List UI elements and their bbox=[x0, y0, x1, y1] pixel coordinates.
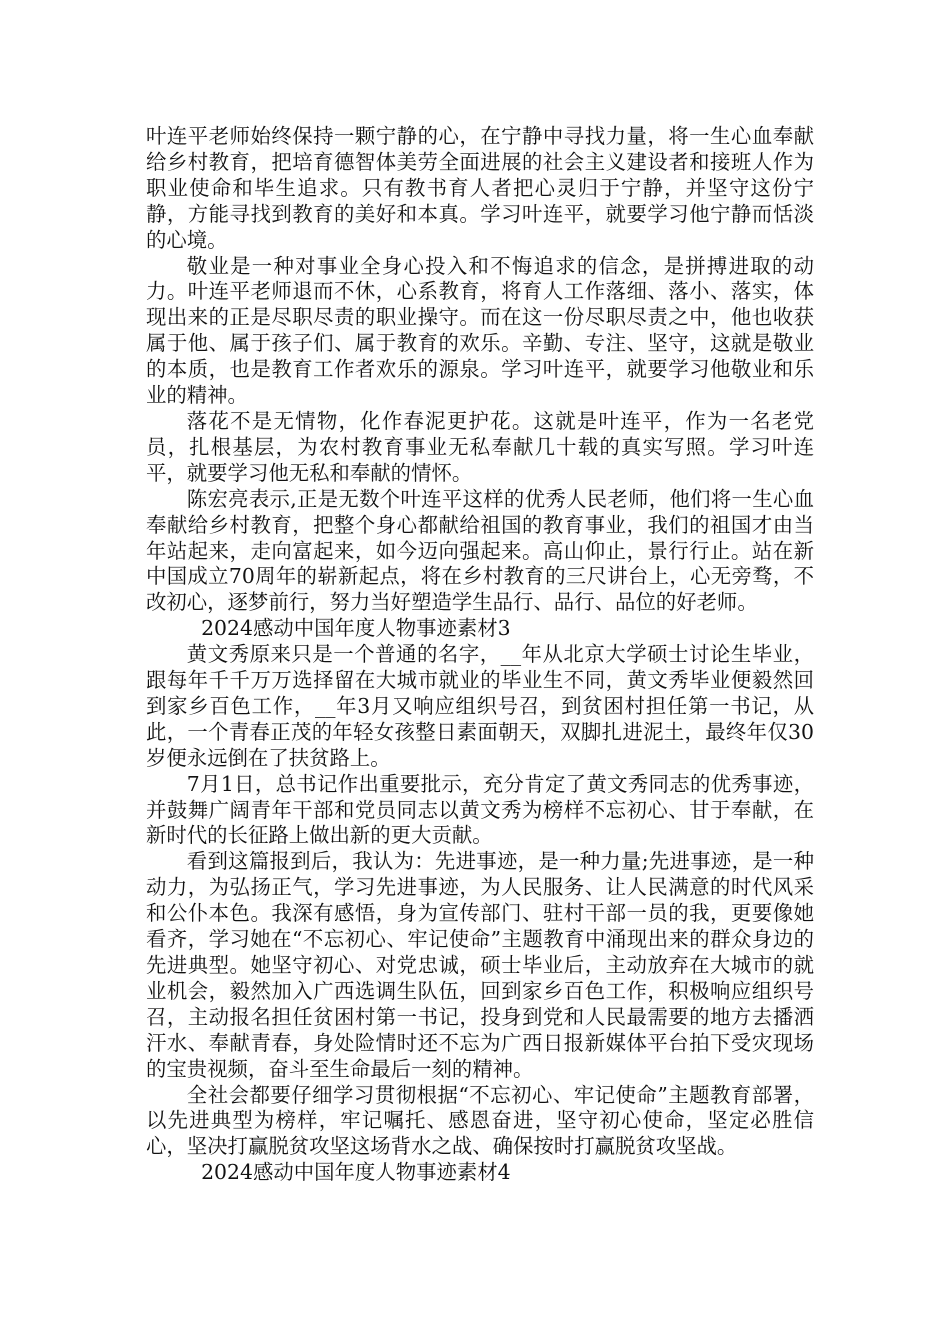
paragraph: 黄文秀原来只是一个普通的名字，__年从北京大学硕士讨论生毕业，跟每年千千万万选择留在大城市就业的毕业生不同，黄文秀毕业便毅然回到家乡百色工作，__年3月又响应组织号召，到贫困村担任第一书记，从此，一个青春正茂的年轻女孩整日素面朝天，双脚扎进泥土，最终年仅30岁便永远倒在了扶贫路上。 bbox=[146, 642, 814, 770]
paragraph: 落花不是无情物，化作春泥更护花。这就是叶连平，作为一名老党员，扎根基层，为农村教育事业无私奉献几十载的真实写照。学习叶连平，就要学习他无私和奉献的情怀。 bbox=[146, 408, 814, 485]
paragraph: 看到这篇报到后，我认为：先进事迹，是一种力量;先进事迹，是一种动力，为弘扬正气，学习先进事迹，为人民服务、让人民满意的时代风采和公仆本色。我深有感悟，身为宣传部门、驻村干部一员的我，更要像她看齐，学习她在“不忘初心、牢记使命”主题教育中涌现出来的群众身边的先进典型。她坚守初心、对党忠诚，硕士毕业后，主动放弃在大城市的就业机会，毅然加入广西选调生队伍，回到家乡百色工作，积极响应组织号召，主动报名担任贫困村第一书记，投身到党和人民最需要的地方去播洒汗水、奉献青春，身处险情时还不忘为广西日报新媒体平台拍下受灾现场的宝贵视频，奋斗至生命最后一刻的精神。 bbox=[146, 849, 814, 1081]
paragraph: 敬业是一种对事业全身心投入和不悔追求的信念，是拼搏进取的动力。叶连平老师退而不休，心系教育，将育人工作落细、落小、落实，体现出来的正是尽职尽责的职业操守。而在这一份尽职尽责之中，他也收获属于他、属于孩子们、属于教育的欢乐。辛勤、专注、坚守，这就是敬业的本质，也是教育工作者欢乐的源泉。学习叶连平，就要学习他敬业和乐业的精神。 bbox=[146, 253, 814, 408]
paragraph: 7月1日，总书记作出重要批示，充分肯定了黄文秀同志的优秀事迹，并鼓舞广阔青年干部和党员同志以黄文秀为榜样不忘初心、甘于奉献，在新时代的长征路上做出新的更大贡献。 bbox=[146, 771, 814, 848]
paragraph: 陈宏亮表示,正是无数个叶连平这样的优秀人民老师，他们将一生心血奉献给乡村教育，把整个身心都献给祖国的教育事业，我们的祖国才由当年站起来，走向富起来，如今迈向强起来。高山仰止，景行行止。站在新中国成立70周年的崭新起点，将在乡村教育的三尺讲台上，心无旁骛，不改初心，逐梦前行，努力当好塑造学生品行、品行、品位的好老师。 bbox=[146, 486, 814, 615]
section-heading: 2024感动中国年度人物事迹素材4 bbox=[201, 1160, 511, 1185]
document-page bbox=[146, 124, 814, 1186]
section-heading: 2024感动中国年度人物事迹素材3 bbox=[201, 616, 511, 641]
paragraph: 全社会都要仔细学习贯彻根据“不忘初心、牢记使命”主题教育部署，以先进典型为榜样，牢记嘱托、感恩奋进，坚守初心使命，坚定必胜信心，坚决打赢脱贫攻坚这场背水之战、确保按时打赢脱贫攻坚战。 bbox=[146, 1082, 814, 1159]
paragraph: 叶连平老师始终保持一颗宁静的心，在宁静中寻找力量，将一生心血奉献给乡村教育，把培育德智体美劳全面进展的社会主义建设者和接班人作为职业使命和毕生追求。只有教书育人者把心灵归于宁静，并坚守这份宁静，方能寻找到教育的美好和本真。学习叶连平，就要学习他宁静而恬淡的心境。 bbox=[146, 124, 814, 252]
